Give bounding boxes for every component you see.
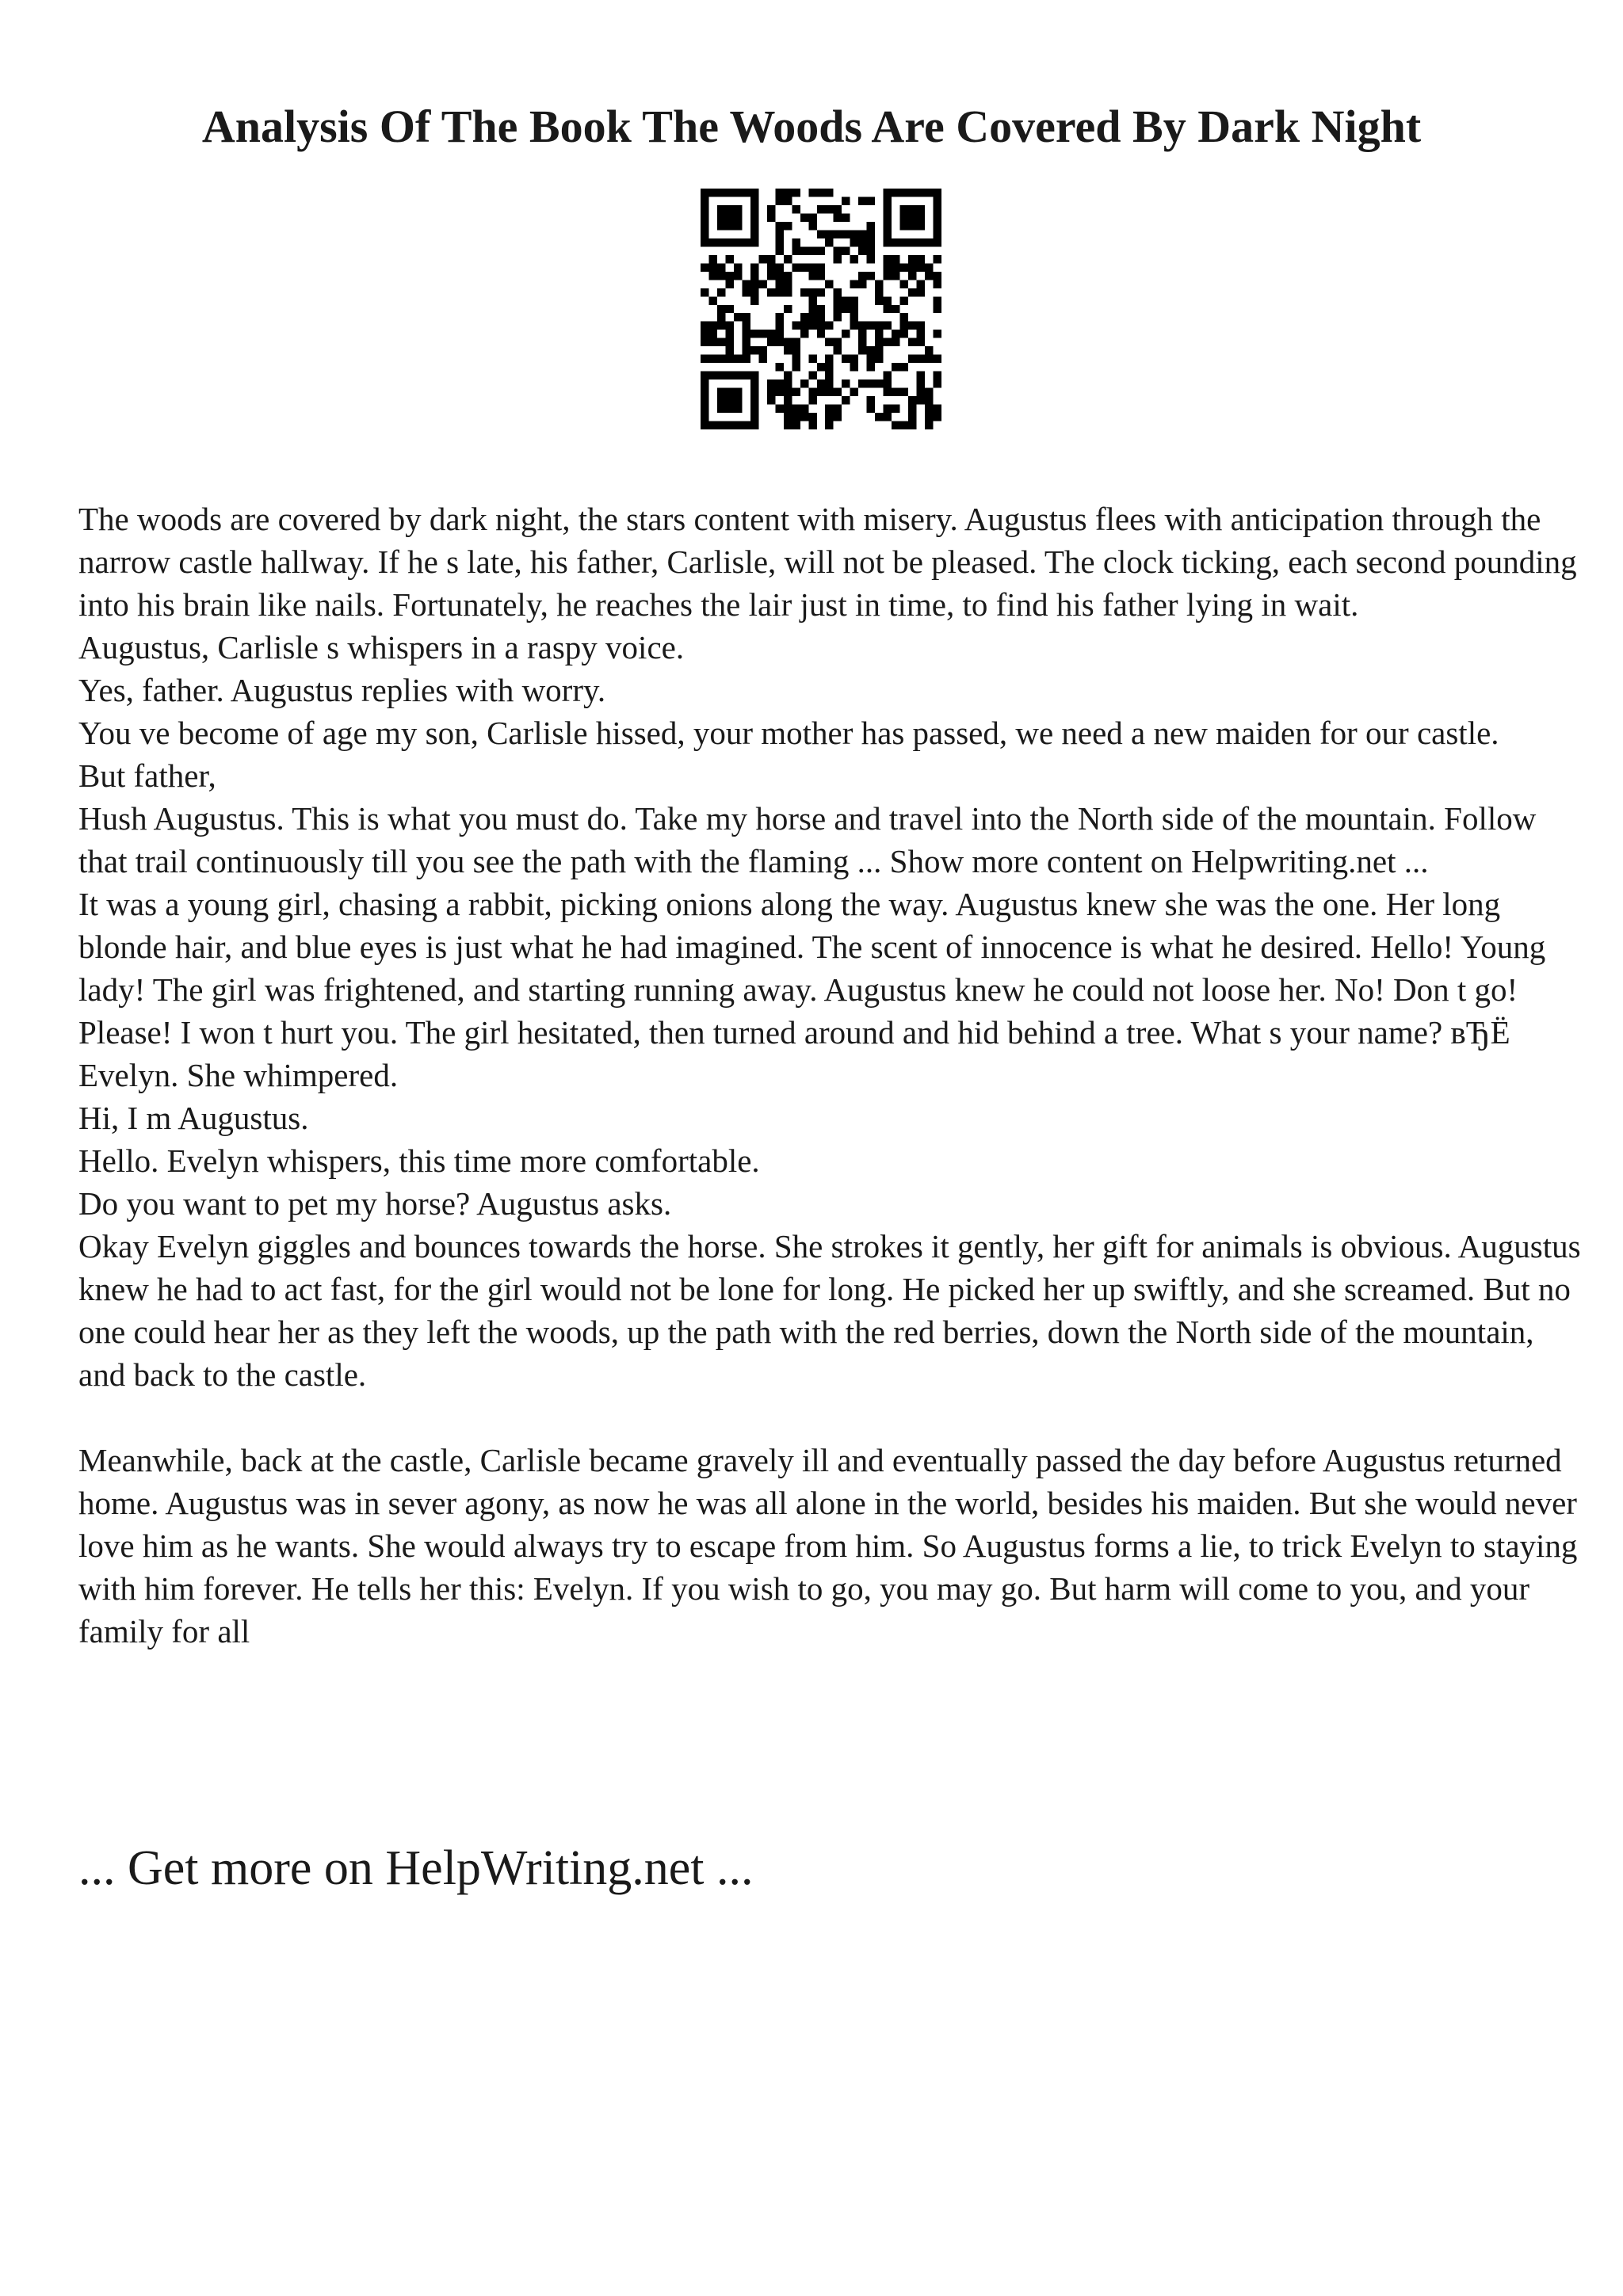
paragraph: Yes, father. Augustus replies with worry. [78, 672, 606, 708]
qr-code-icon [701, 189, 941, 429]
paragraph: Augustus, Carlisle s whispers in a raspy voice. [78, 629, 685, 666]
paragraph: The woods are covered by dark night, the stars content with misery. Augustus flees with anticipation through the narrow castle hallway. If he s late, his father, Carlisle, will not be pleased. The clock ticking, each second pounding into his brain like nails. Fortunately, he reaches the lair just in time, to find his father lying in wait. [78, 501, 1577, 623]
page-title: Analysis Of The Book The Woods Are Covered By Dark Night [201, 101, 1422, 152]
paragraph: Meanwhile, back at the castle, Carlisle became gravely ill and eventually passed the day before Augustus returned home. Augustus was in sever agony, as now he was all alone in the world, besides his maiden. But she would never love him as he wants. She would always try to escape from him. So Augustus forms a lie, to trick Evelyn to staying with him forever. He tells her this: Evelyn. If you wish to go, you may go. But harm will come to you, and your family for all [78, 1442, 1578, 1650]
get-more-link[interactable]: ... Get more on HelpWriting.net ... [78, 1841, 754, 1895]
paragraph: You ve become of age my son, Carlisle hissed, your mother has passed, we need a new maiden for our castle. [78, 715, 1499, 751]
paragraph: Do you want to pet my horse? Augustus asks. [78, 1185, 672, 1222]
paragraph: Hi, I m Augustus. [78, 1100, 309, 1136]
body-text [78, 498, 1584, 1653]
paragraph: It was a young girl, chasing a rabbit, picking onions along the way. Augustus knew she was the one. Her long blonde hair, and blue eyes is just what he had imagined. The scent of innocence is what he desired. Hello! Young lady! The girl was frightened, and starting running away. Augustus knew he could not loose her. No! Don t go! Please! I won t hurt you. The girl hesitated, then turned around and hid behind a tree. What s your name? вЂЁ Evelyn. She whimpered. [78, 886, 1546, 1093]
paragraph: But father, [78, 757, 216, 794]
paragraph: Okay Evelyn giggles and bounces towards the horse. She strokes it gently, her gift for animals is obvious. Augustus knew he had to act fast, for the girl would not be lone for long. He picked her up swiftly, and she screamed. But no one could hear her as they left the woods, up the path with the red berries, down the North side of the mountain, and back to the castle. [78, 1228, 1581, 1393]
paragraph: Hello. Evelyn whispers, this time more comfortable. [78, 1142, 760, 1179]
paragraph: Hush Augustus. This is what you must do. Take my horse and travel into the North side of the mountain. Follow that trail continuously till you see the path with the flaming ... Show more content on Helpwriting.net ... [78, 800, 1537, 879]
